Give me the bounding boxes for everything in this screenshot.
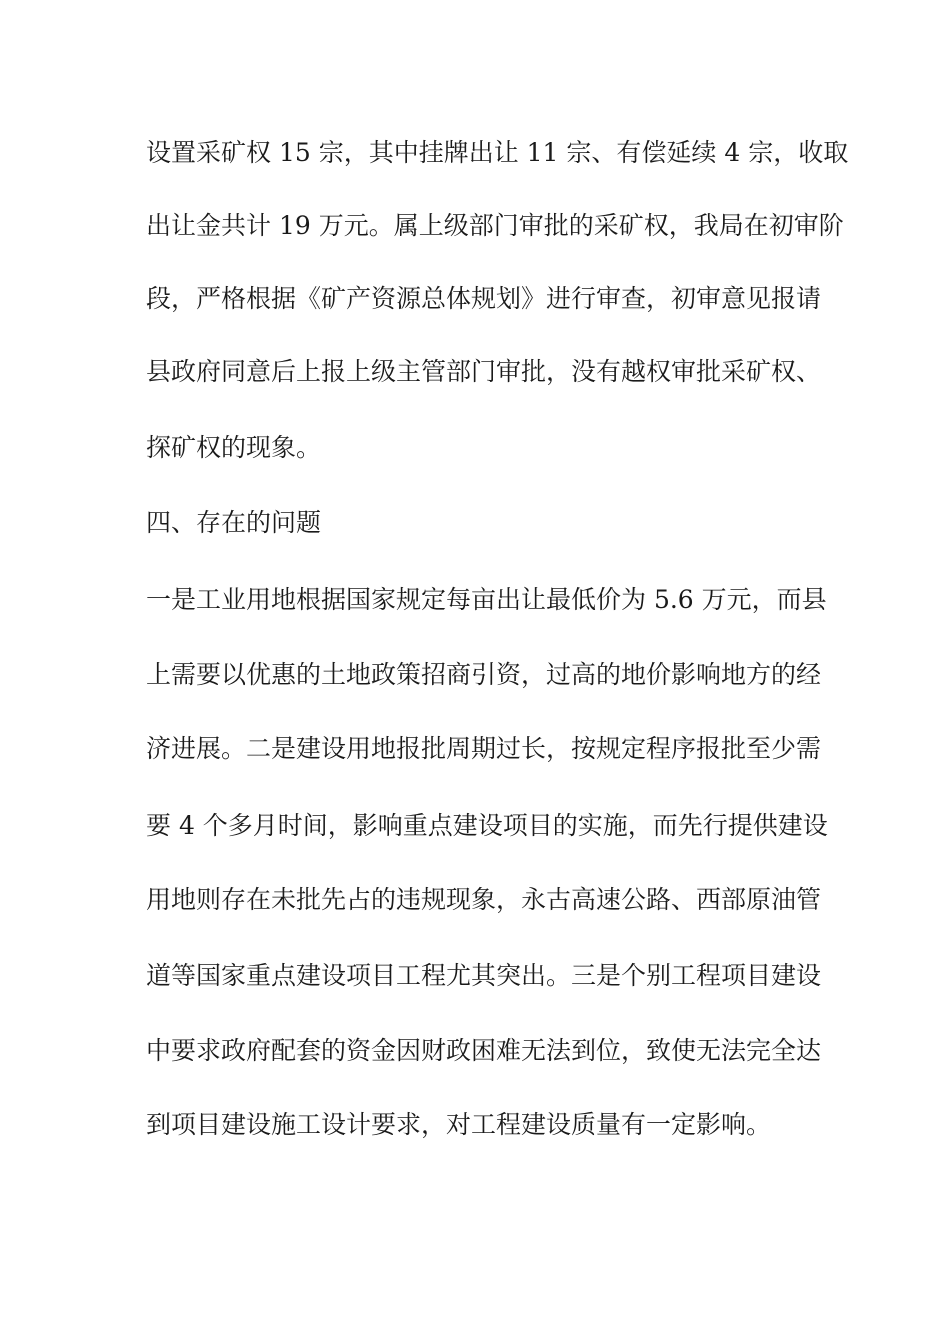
paragraph-line: 道等国家重点建设项目工程尤其突出。三是个别工程项目建设 (146, 961, 822, 990)
paragraph-line: 济进展。二是建设用地报批周期过长，按规定程序报批至少需 (146, 734, 822, 763)
section-heading: 四、存在的问题 (146, 508, 322, 537)
paragraph-line: 用地则存在未批先占的违规现象，永古高速公路、西部原油管 (146, 885, 822, 914)
paragraph-line: 县政府同意后上报上级主管部门审批，没有越权审批采矿权、 (146, 357, 822, 386)
paragraph-line: 探矿权的现象。 (146, 433, 322, 462)
paragraph-line: 设置采矿权 15 宗，其中挂牌出让 11 宗、有偿延续 4 宗，收取 (146, 138, 849, 167)
paragraph-line: 出让金共计 19 万元。属上级部门审批的采矿权，我局在初审阶 (146, 211, 844, 240)
paragraph-line: 中要求政府配套的资金因财政困难无法到位，致使无法完全达 (146, 1036, 822, 1065)
paragraph-line: 到项目建设施工设计要求，对工程建设质量有一定影响。 (146, 1110, 772, 1139)
paragraph-line: 上需要以优惠的土地政策招商引资，过高的地价影响地方的经 (146, 660, 822, 689)
paragraph-line: 段，严格根据《矿产资源总体规划》进行审查，初审意见报请 (146, 284, 822, 313)
paragraph-line: 一是工业用地根据国家规定每亩出让最低价为 5.6 万元，而县 (146, 585, 827, 614)
paragraph-line: 要 4 个多月时间，影响重点建设项目的实施，而先行提供建设 (146, 811, 828, 840)
